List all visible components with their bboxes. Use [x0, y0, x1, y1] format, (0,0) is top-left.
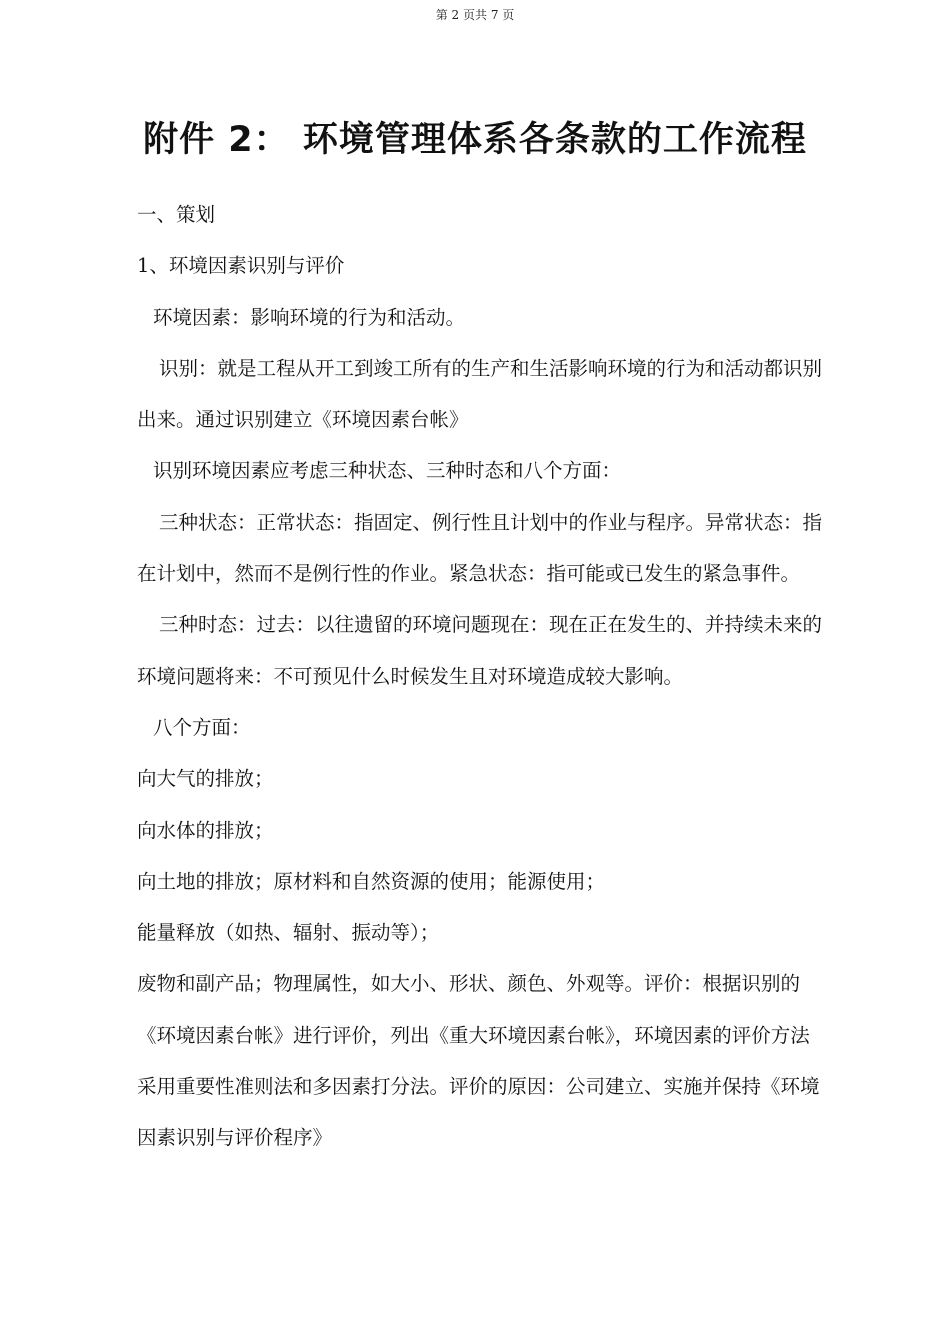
paragraph-definition: 环境因素：影响环境的行为和活动。 — [153, 305, 466, 329]
page-indicator: 第 2 页共 7 页 — [435, 8, 515, 22]
list-item: 向土地的排放；原材料和自然资源的使用；能源使用； — [137, 869, 606, 893]
section-heading-planning: 一、策划 — [137, 203, 216, 226]
subsection-heading-environmental-factors: 1、环境因素识别与评价 — [137, 254, 345, 278]
list-item: 能量释放（如热、辐射、振动等）； — [137, 921, 440, 945]
list-item: 向水体的排放； — [137, 818, 274, 842]
paragraph-three-tenses: 三种时态：过去：以往遗留的环境问题现在：现在正在发生的、并持续未来的环境问题将来：不可预见什么时候发生且对环境造成较大影响。 — [137, 613, 823, 688]
list-item: 向大气的排放； — [137, 767, 274, 791]
document-title: 附件 2： 环境管理体系各条款的工作流程 — [143, 120, 807, 160]
paragraph-identification: 识别：就是工程从开工到竣工所有的生产和生活影响环境的行为和活动都识别出来。通过识别建立《环境因素台帐》 — [137, 356, 823, 432]
paragraph-considerations: 识别环境因素应考虑三种状态、三种时态和八个方面： — [153, 459, 622, 483]
list-item: 废物和副产品；物理属性，如大小、形状、颜色、外观等。评价：根据识别的《环境因素台帐》进行评价，列出《重大环境因素台帐》，环境因素的评价方法采用重要性准则法和多因素打分法。评价的原因：公司建立、实施并保持《环境因素识别与评价程序》 — [137, 972, 820, 1150]
paragraph-three-states: 三种状态：正常状态：指固定、例行性且计划中的作业与程序。异常状态：指在计划中，然而不是例行性的作业。紧急状态：指可能或已发生的紧急事件。 — [137, 510, 823, 586]
document-body — [137, 189, 827, 1164]
paragraph-eight-aspects: 八个方面： — [153, 715, 251, 739]
